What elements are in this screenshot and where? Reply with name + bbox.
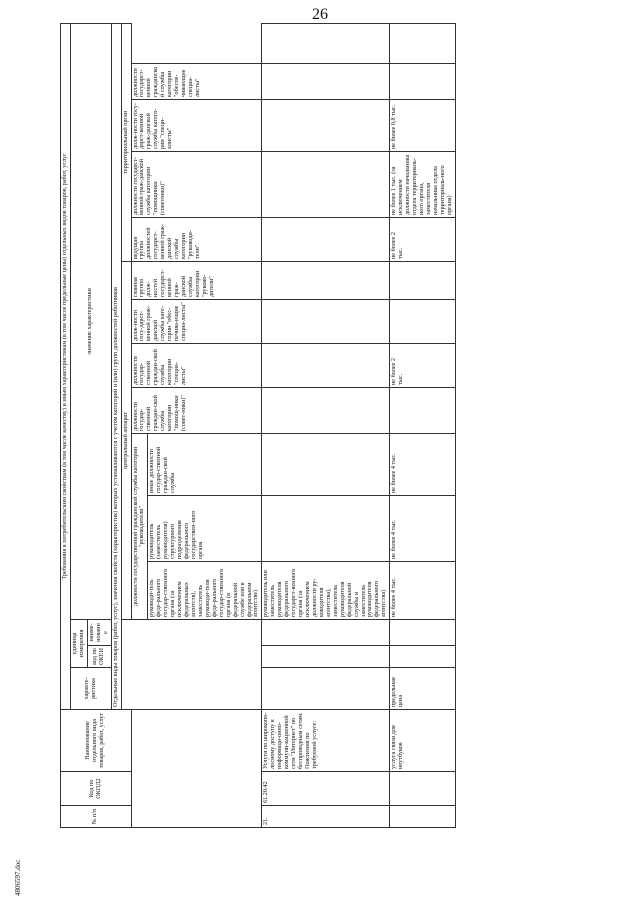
row21-name: Услуги по широкопо-лосному доступу к информаци-онно-коммуни-кационной сети "Интернет" по беспроводным сетям. Пояснения по требуемой услуге:: [262, 710, 390, 772]
page-number: 26: [312, 6, 328, 23]
header-value: значение характеристики: [70, 23, 111, 619]
header-okpd: Код по ОКПД2: [61, 772, 132, 806]
spacer-cell: [131, 710, 262, 828]
header-leaders-group: должности государственной гражданской службы категории "руководители": [131, 434, 148, 620]
row21-no: 21.: [262, 806, 390, 828]
cell-col1: руководитель или заместитель руководителя федерального государст-венного органа (за исключением должности ру-ководителя агентства), заместитель руководителя федеральной службы и заместитель руководителя федерального агентства): [262, 562, 390, 620]
cell-col6: должности государ-ственной граждан-ской службы категории "специа-листы": [131, 344, 262, 388]
header-central: центральный аппарат: [121, 262, 131, 620]
cell-col10: должности государст-венной граж-данской службы категории "помощники (советники)": [131, 152, 262, 218]
header-unit: единица измерения: [70, 620, 87, 668]
header-empty: [121, 620, 262, 710]
cell-col5: должности государ-ственной граждан-ской службы категории "помощ-ники (совет-ники)": [131, 388, 262, 434]
cell-col12: должности государст-венной гражданской службы категории "обеспе-чивающие специа-листы": [131, 64, 262, 100]
value-10: не более 0,8 тыс.: [390, 100, 455, 152]
footer-code: 4806597.doc: [14, 859, 22, 896]
header-territorial: территориальный орган: [121, 23, 131, 261]
requirements-table: [60, 23, 456, 828]
header-name: Наименование отдельного вида товаров, работ, услуг: [61, 710, 132, 772]
footer-code-area: [14, 826, 94, 896]
value-9: не более 1 тыс. (за исключением должности начальника отдела территориаль-ного органа, заместителя начальника отдела территориаль-ного органа): [390, 152, 455, 218]
cell-col4: иные должности государ-ственной граждан-ской службы: [148, 434, 262, 496]
header-no: № п/п: [61, 806, 132, 828]
row21-empty: [262, 668, 390, 710]
row21b-name: услуга связи для ноутбуков: [390, 710, 455, 772]
cell-col2: руководи-тель феде-рального государ-ственного органа (за исключением федеральных агентств), заместитель руководи-теля феде-рального государ-ственного органа (в федеральной службе или в федеральном агентстве): [148, 562, 262, 620]
value-1: не более 4 тыс.: [390, 562, 455, 620]
rotated-table-area: [60, 28, 640, 828]
cell-col7: долж-ности госу-дарст-венной граж-данской службы кате-гории "обес-печива-ющие специа-листы": [131, 300, 262, 344]
header-unit-name: наиме-нование: [87, 620, 111, 646]
value-2: не более 4 тыс.: [390, 496, 455, 562]
header-unit-code: код по ОКЕИ: [87, 646, 111, 668]
cell-col9: ведущая группа должностей государст-венной граж-данской службы категории "руководи-тели": [131, 218, 262, 262]
header-subrow: Отдельные виды товаров (работ, услуг), значения свойств (характеристик) которых устанавливаются с учетом категорий и (или) групп должностей работников: [111, 23, 121, 709]
value-3: не более 4 тыс.: [390, 434, 455, 496]
row21b-char: предельная цена: [390, 668, 455, 710]
header-characteristic: характе-ристика: [70, 668, 111, 710]
rotated-table-container: [60, 28, 640, 828]
header-requirements: Требования к потребительским свойствам (в том числе качеству) и иным характеристикам (в том числе предельные цены) отдельных видов товаров, работ, услуг: [61, 23, 71, 709]
row21-code: 61.20.42: [262, 772, 390, 806]
value-8: не более 2 тыс.: [390, 218, 455, 262]
cell-col11: долж-ности госу-дарст-венной граж-данской службы катего-рии "специ-алисты": [131, 100, 262, 152]
cell-col3: руководитель (заместитель руководителя) структурного подразделения федерального государствен-ного органа: [148, 496, 262, 562]
cell-col8: главная группа долж-ностей государст-венной граж-данской службы категории "руково-дители": [131, 262, 262, 300]
value-5: не более 2 тыс.: [390, 344, 455, 388]
